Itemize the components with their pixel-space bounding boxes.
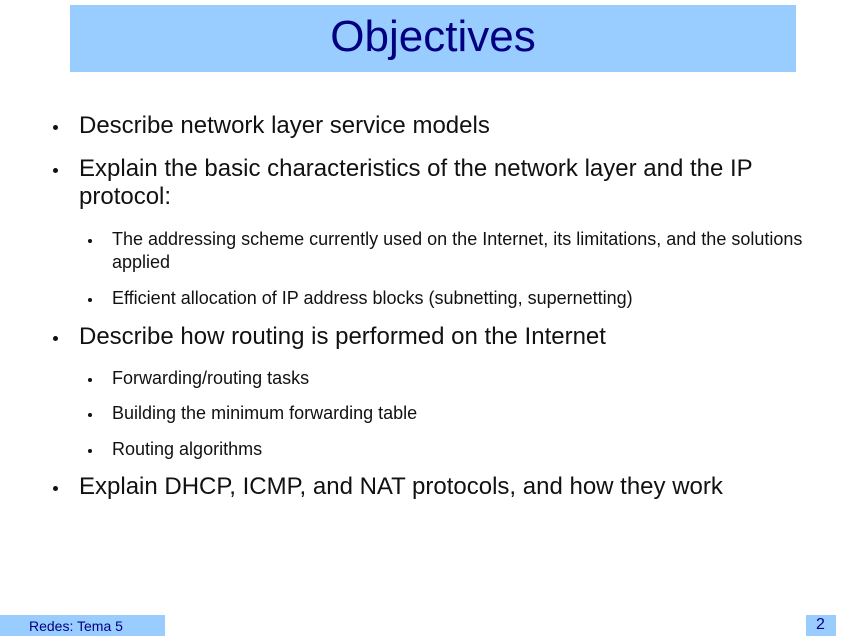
bullet-dot-icon: [88, 413, 92, 417]
footer-page-box: [806, 615, 836, 636]
footer-course-label: Redes: Tema 5: [29, 618, 123, 634]
bullet-dot-icon: [88, 449, 92, 453]
sub-bullet-text: The addressing scheme currently used on the Internet, its limitations, and the solutions applied: [112, 229, 803, 272]
bullet-text: Explain DHCP, ICMP, and NAT protocols, and how they work: [79, 473, 723, 500]
page-number: 2: [816, 616, 825, 633]
bullet-text: Describe network layer service models: [79, 112, 490, 139]
bullet-dot-icon: [88, 298, 92, 302]
sub-bullet-text: Routing algorithms: [112, 439, 263, 459]
sub-bullet-text: Efficient allocation of IP address blocks (subnetting, supernetting): [112, 288, 633, 308]
bullet-dot-icon: [53, 336, 58, 341]
bullet-text: Explain the basic characteristics of the network layer and the IP protocol:: [79, 155, 753, 210]
slide-title: Objectives: [330, 11, 536, 61]
sub-bullet-text: Building the minimum forwarding table: [112, 403, 418, 423]
bullet-dot-icon: [53, 125, 58, 130]
sub-bullet-text: Forwarding/routing tasks: [112, 368, 310, 388]
bullet-dot-icon: [88, 378, 92, 382]
bullet-text: Describe how routing is performed on the Internet: [79, 323, 606, 350]
bullet-dot-icon: [53, 168, 58, 173]
bullet-dot-icon: [53, 486, 58, 491]
footer-course-bar: [0, 615, 165, 636]
bullet-dot-icon: [88, 239, 92, 243]
